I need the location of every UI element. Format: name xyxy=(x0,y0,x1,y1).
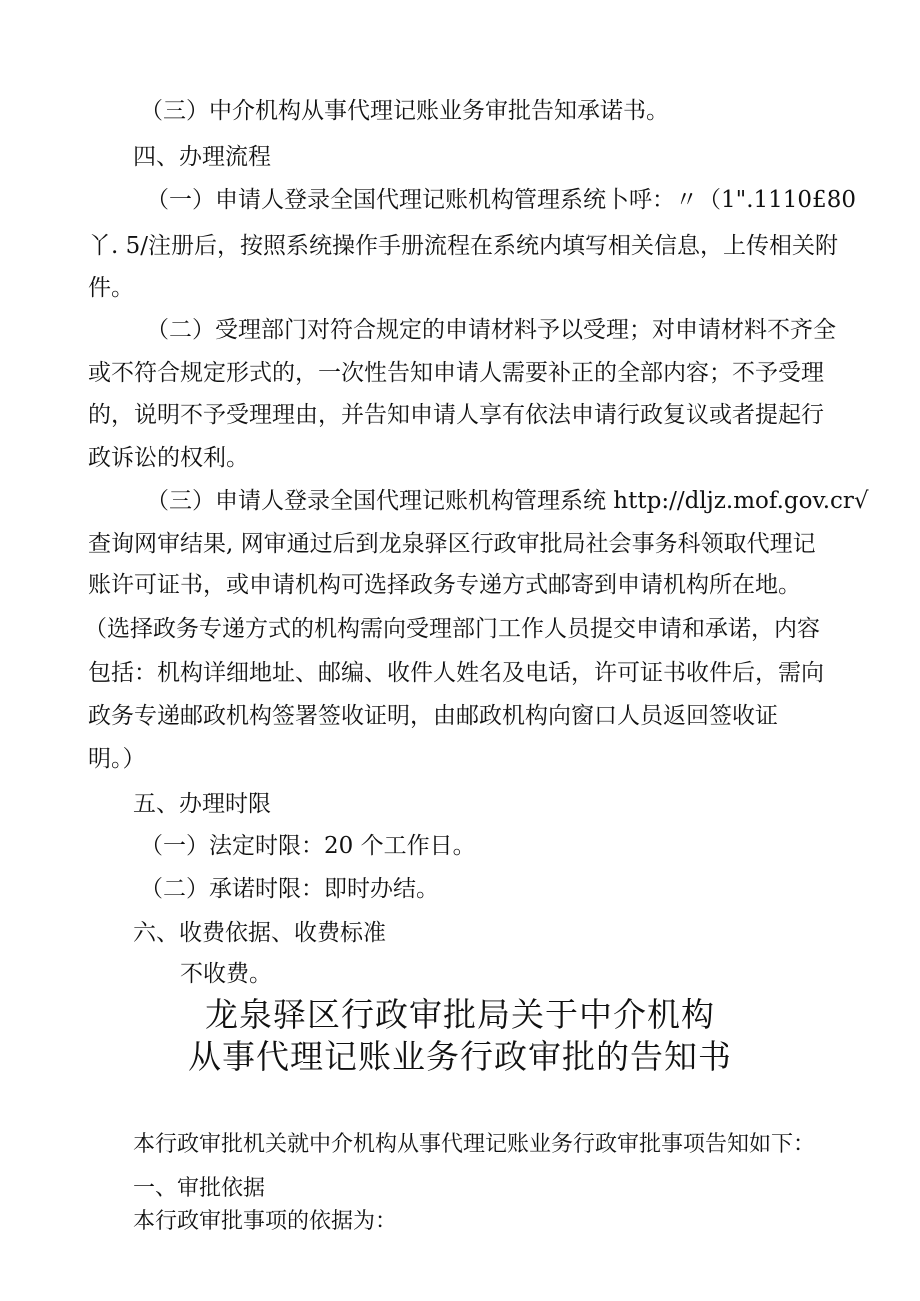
process-step-2-line-2: 或不符合规定形式的，一次性告知申请人需要补正的全部内容；不予受理 xyxy=(88,360,824,386)
promised-time-limit: （二）承诺时限：即时办结。 xyxy=(140,876,439,902)
fee-statement: 不收费。 xyxy=(180,961,272,987)
materials-item-3: （三）中介机构从事代理记账业务审批告知承诺书。 xyxy=(140,98,669,124)
heading-process: 四、办理流程 xyxy=(133,144,271,170)
process-step-1-line-2: 丫. 5/注册后，按照系统操作手册流程在系统内填写相关信息，上传相关附 xyxy=(88,233,839,259)
notice-title-line-1: 龙泉驿区行政审批局关于中介机构 xyxy=(205,995,715,1034)
process-step-1-line-3: 件。 xyxy=(88,275,134,301)
process-step-1-line-1: （一）申请人登录全国代理记账机构管理系统卜呼：〃（1".1110£80 xyxy=(146,187,856,213)
heading-time-limit: 五、办理时限 xyxy=(133,791,271,817)
process-step-2-line-4: 政诉讼的权利。 xyxy=(88,445,249,471)
statutory-time-limit: （一）法定时限：20 个工作日。 xyxy=(140,833,476,859)
process-step-3-line-5: 包括：机构详细地址、邮编、收件人姓名及电话，许可证书收件后，需向 xyxy=(88,660,824,686)
process-step-3-line-3: 账许可证书，或申请机构可选择政务专递方式邮寄到申请机构所在地。 xyxy=(88,572,801,598)
process-step-3-line-1: （三）申请人登录全国代理记账机构管理系统 http://dljz.mof.gov.cr√ xyxy=(146,488,869,514)
process-step-2-line-3: 的，说明不予受理理由，并告知申请人享有依法申请行政复议或者提起行 xyxy=(88,402,824,428)
process-step-3-line-7: 明。） xyxy=(88,746,146,772)
process-step-3-line-2: 查询网审结果, 网审通过后到龙泉驿区行政审批局社会事务科领取代理记 xyxy=(88,531,816,557)
process-step-3-line-6: 政务专递邮政机构签署签收证明，由邮政机构向窗口人员返回签收证 xyxy=(88,703,778,729)
notice-intro: 本行政审批机关就中介机构从事代理记账业务行政审批事项告知如下： xyxy=(133,1132,816,1157)
process-step-2-line-1: （二）受理部门对符合规定的申请材料予以受理；对申请材料不齐全 xyxy=(146,317,836,343)
notice-title-line-2: 从事代理记账业务行政审批的告知书 xyxy=(188,1037,732,1076)
approval-basis-text: 本行政审批事项的依据为： xyxy=(133,1209,398,1234)
process-step-3-line-4: （选择政务专递方式的机构需向受理部门工作人员提交申请和承诺，内容 xyxy=(84,616,820,642)
heading-approval-basis: 一、审批依据 xyxy=(133,1176,266,1201)
heading-fees: 六、收费依据、收费标准 xyxy=(133,920,386,946)
